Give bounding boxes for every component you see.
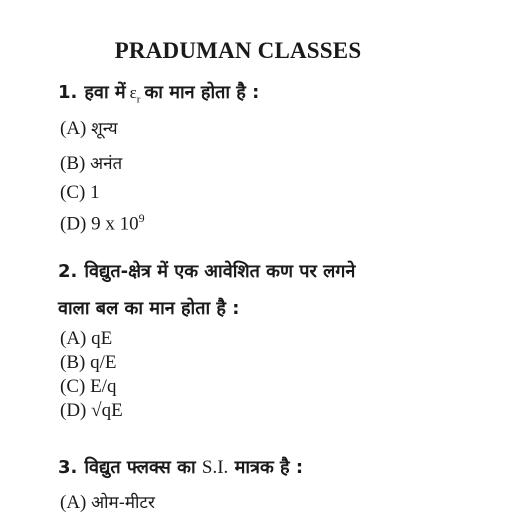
option-1d [60, 207, 145, 235]
option-2c [60, 376, 116, 398]
option-text: अनंत [90, 154, 123, 174]
question-text-part: मात्रक है : [234, 457, 304, 478]
option-text: 9 x 10 [91, 213, 139, 235]
question-text-part: विद्युत फ्लक्स का [84, 457, 196, 478]
symbol-subscript: r [136, 93, 141, 106]
option-label: (A) [60, 492, 87, 512]
option-text: qE [91, 328, 113, 349]
option-text: शून्य [91, 119, 118, 139]
option-text: E/q [90, 376, 117, 397]
option-label: (D) [60, 213, 87, 235]
option-2d [60, 400, 123, 422]
question-2-continued [58, 292, 239, 326]
epsilon-symbol [129, 83, 141, 106]
option-exponent: 9 [138, 211, 145, 225]
option-label: (C) [60, 182, 86, 203]
option-text: √qE [91, 400, 123, 421]
option-text: q/E [90, 352, 117, 373]
option-label: (A) [60, 328, 87, 349]
option-2b [60, 352, 116, 374]
si-abbreviation: S.I. [201, 457, 229, 478]
option-3a [60, 492, 155, 512]
question-number: 3. [58, 457, 78, 478]
option-1a [60, 118, 118, 140]
option-2a [60, 328, 112, 350]
option-label: (D) [60, 400, 87, 421]
question-text-line2: वाला बल का मान होता है : [58, 298, 240, 319]
option-text: ओम-मीटर [91, 493, 155, 512]
question-1 [58, 76, 259, 116]
option-1b [60, 153, 122, 175]
page-title: PRADUMAN CLASSES [114, 38, 362, 63]
question-text-part: हवा में [84, 82, 126, 103]
symbol-main: ε [129, 83, 137, 102]
option-label: (C) [60, 376, 86, 397]
question-number: 2. [58, 261, 78, 282]
question-text-part: का मान होता है : [144, 82, 260, 103]
option-label: (B) [60, 153, 86, 174]
option-label: (B) [60, 352, 86, 373]
question-2 [58, 255, 355, 289]
question-text-line1: विद्युत-क्षेत्र में एक आवेशित कण पर लगने [84, 261, 356, 282]
question-number: 1. [58, 82, 78, 103]
option-text: 1 [90, 182, 100, 203]
option-label: (A) [60, 118, 87, 139]
question-3 [58, 451, 303, 485]
option-1c [60, 182, 100, 204]
